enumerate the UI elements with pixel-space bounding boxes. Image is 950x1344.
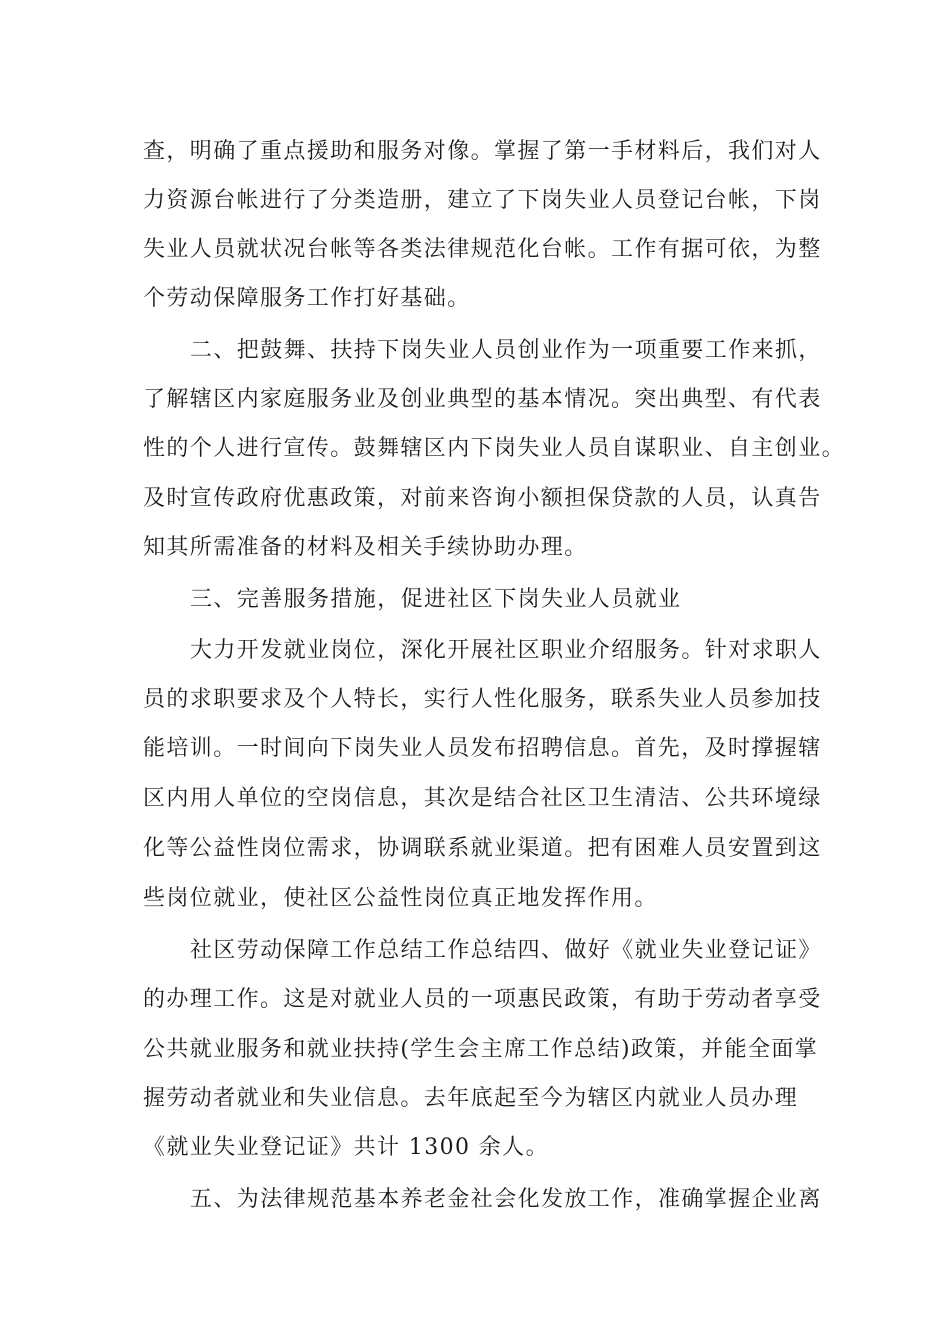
text-line: 些岗位就业，使社区公益性岗位真正地发挥作用。 (143, 886, 658, 911)
text-line: 区内用人单位的空岗信息，其次是结合社区卫生清洁、公共环境绿 (143, 786, 822, 811)
text-line: 了解辖区内家庭服务业及创业典型的基本情况。突出典型、有代表 (143, 387, 822, 412)
text-line: 的办理工作。这是对就业人员的一项惠民政策，有助于劳动者享受 (143, 987, 822, 1012)
paragraph-heading-4: 社区劳动保障工作总结工作总结四、做好《就业失业登记证》 (190, 938, 822, 963)
text-line: 性的个人进行宣传。鼓舞辖区内下岗失业人员自谋职业、自主创业。 (143, 436, 846, 461)
text-line: 员的求职要求及个人特长，实行人性化服务，联系失业人员参加技 (143, 687, 822, 712)
paragraph-heading-2: 二、把鼓舞、扶持下岗失业人员创业作为一项重要工作来抓， (190, 338, 822, 363)
text-line: 失业人员就状况台帐等各类法律规范化台帐。工作有据可依，为整 (143, 237, 822, 262)
text-line: 个劳动保障服务工作打好基础。 (143, 286, 471, 311)
text-line: 大力开发就业岗位，深化开展社区职业介绍服务。针对求职人 (190, 638, 822, 663)
paragraph-heading-3: 三、完善服务措施，促进社区下岗失业人员就业 (190, 587, 682, 612)
text-line: 《就业失业登记证》共计 1300 余人。 (143, 1135, 549, 1160)
text-line: 查，明确了重点援助和服务对像。掌握了第一手材料后，我们对人 (143, 139, 822, 164)
text-line: 及时宣传政府优惠政策，对前来咨询小额担保贷款的人员，认真告 (143, 486, 822, 511)
text-line: 握劳动者就业和失业信息。去年底起至今为辖区内就业人员办理 (143, 1086, 799, 1111)
text-line: 能培训。一时间向下岗失业人员发布招聘信息。首先，及时撑握辖 (143, 736, 822, 761)
text-line: 力资源台帐进行了分类造册，建立了下岗失业人员登记台帐，下岗 (143, 188, 822, 213)
text-line: 公共就业服务和就业扶持(学生会主席工作总结)政策，并能全面掌 (143, 1037, 819, 1062)
text-line: 化等公益性岗位需求，协调联系就业渠道。把有困难人员安置到这 (143, 836, 822, 861)
paragraph-heading-5: 五、为法律规范基本养老金社会化发放工作，准确掌握企业离 (190, 1187, 822, 1212)
text-line: 知其所需准备的材料及相关手续协助办理。 (143, 535, 588, 560)
